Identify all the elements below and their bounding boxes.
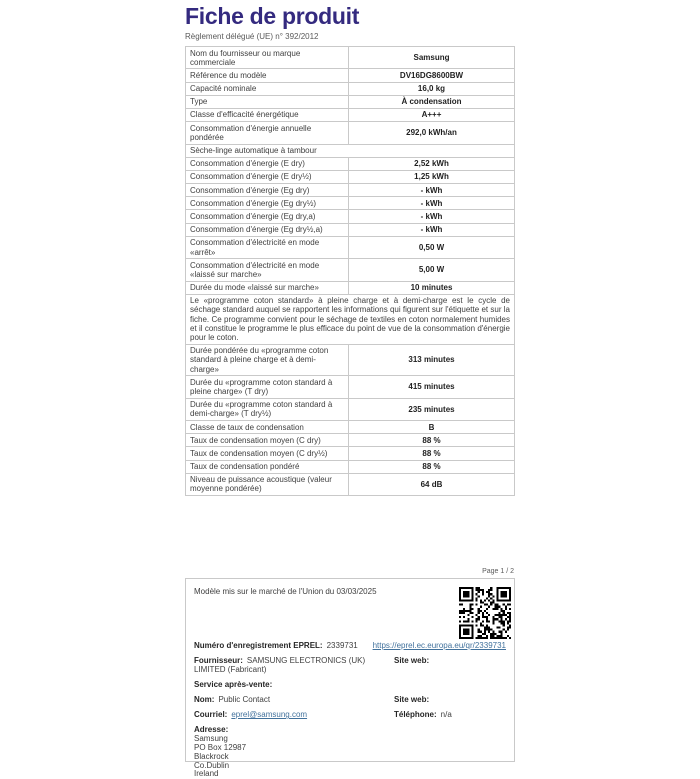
spec-value: 88 % — [349, 434, 515, 447]
spec-label: Consommation d'électricité en mode «laissé sur marche» — [186, 259, 349, 281]
contact-phone — [394, 710, 506, 719]
address-line: Ireland — [194, 769, 219, 779]
eprel-link[interactable]: https://eprel.ec.europa.eu/qr/2339731 — [372, 641, 506, 651]
spec-value: - kWh — [349, 223, 515, 236]
table-row — [186, 197, 515, 210]
regulation-subtitle: Règlement délégué (UE) n° 392/2012 — [185, 32, 319, 41]
table-row — [186, 223, 515, 236]
contact-email-row — [194, 710, 506, 719]
qr-code-icon — [459, 587, 511, 639]
spec-label: Nom du fournisseur ou marque commerciale — [186, 47, 349, 69]
spec-value: 313 minutes — [349, 344, 515, 376]
phone-value: n/a — [440, 710, 452, 720]
table-row — [186, 434, 515, 447]
address-label: Adresse: — [194, 725, 229, 735]
address-line: Blackrock — [194, 751, 229, 761]
eprel-value: 2339731 — [326, 641, 358, 651]
spec-label: Consommation d'énergie (Eg dry½,a) — [186, 223, 349, 236]
table-row — [186, 376, 515, 398]
site-web-label: Site web: — [394, 695, 430, 705]
email-label: Courriel: — [194, 710, 228, 720]
spec-label: Consommation d'énergie (E dry) — [186, 157, 349, 170]
address-line: PO Box 12987 — [194, 742, 247, 752]
spec-label: Niveau de puissance acoustique (valeur moyenne pondérée) — [186, 473, 349, 495]
spec-value: B — [349, 421, 515, 434]
market-date-line: Modèle mis sur le marché de l'Union du 03/03/2025 — [194, 587, 377, 597]
table-row — [186, 82, 515, 95]
table-row — [186, 281, 515, 294]
table-row — [186, 236, 515, 258]
spec-label: Consommation d'énergie (E dry½) — [186, 170, 349, 183]
table-row — [186, 157, 515, 170]
section-label: Sèche-linge automatique à tambour — [186, 144, 515, 157]
table-row — [186, 210, 515, 223]
spec-table — [185, 46, 515, 496]
spec-label: Taux de condensation moyen (C dry½) — [186, 447, 349, 460]
spec-label: Type — [186, 95, 349, 108]
spec-value: 88 % — [349, 460, 515, 473]
spec-label: Durée du «programme coton standard à pleine charge» (T dry) — [186, 376, 349, 398]
address-line: Co.Dublin — [194, 760, 230, 770]
name-value: Public Contact — [218, 695, 271, 705]
supplier-info-box — [185, 578, 515, 779]
spec-label: Durée du «programme coton standard à demi-charge» (T dry½) — [186, 398, 349, 420]
table-row — [186, 122, 515, 144]
spec-label: Capacité nominale — [186, 82, 349, 95]
spec-label: Durée pondérée du «programme coton standard à pleine charge et à demi-charge» — [186, 344, 349, 376]
table-row — [186, 398, 515, 420]
table-row — [186, 170, 515, 183]
spec-value: Samsung — [349, 47, 515, 69]
spec-value: A+++ — [349, 108, 515, 121]
table-row — [186, 47, 515, 69]
supplier-row — [194, 656, 506, 674]
table-row — [186, 294, 515, 344]
spec-label: Classe d'efficacité énergétique — [186, 108, 349, 121]
spec-label: Consommation d'énergie (Eg dry½) — [186, 197, 349, 210]
page-title: Fiche de produit — [185, 3, 360, 29]
program-note-text: Le «programme coton standard» à pleine charge et à demi-charge est le cycle de séchage standard auquel se rapportent les informations qui figurent sur l'étiquette et sur la fiche. Ce programme convient pour le séchage de textiles en coton normalement humides et il constitue le programme le plus efficace du point de vue de la consommation d'énergie pour le coton. — [186, 294, 515, 344]
table-row — [186, 95, 515, 108]
email-link[interactable]: eprel@samsung.com — [231, 710, 308, 720]
table-row — [186, 421, 515, 434]
spec-value: - kWh — [349, 184, 515, 197]
supplier-value: SAMSUNG ELECTRONICS (UK) LIMITED (Fabricant) — [194, 656, 366, 675]
spec-value: - kWh — [349, 210, 515, 223]
table-row — [186, 473, 515, 495]
table-row — [186, 144, 515, 157]
spec-value: 64 dB — [349, 473, 515, 495]
spec-value: 2,52 kWh — [349, 157, 515, 170]
phone-label: Téléphone: — [394, 710, 437, 720]
address-line: Samsung — [194, 734, 228, 744]
contact-name — [194, 695, 394, 704]
after-sales-label: Service après-vente: — [194, 680, 273, 690]
eprel-label: Numéro d'enregistrement EPREL: — [194, 641, 323, 651]
table-row — [186, 460, 515, 473]
spec-label: Consommation d'électricité en mode «arrêt» — [186, 236, 349, 258]
page-indicator: Page 1 / 2 — [482, 568, 514, 576]
spec-label: Référence du modèle — [186, 69, 349, 82]
spec-value: À condensation — [349, 95, 515, 108]
spec-label: Taux de condensation pondéré — [186, 460, 349, 473]
table-row — [186, 447, 515, 460]
supplier-info — [194, 656, 394, 674]
spec-label: Durée du mode «laissé sur marche» — [186, 281, 349, 294]
spec-label: Consommation d'énergie annuelle pondérée — [186, 122, 349, 144]
contact-email — [194, 710, 394, 719]
eprel-registration — [194, 641, 373, 650]
spec-value: 10 minutes — [349, 281, 515, 294]
spec-label: Taux de condensation moyen (C dry) — [186, 434, 349, 447]
spec-value: 235 minutes — [349, 398, 515, 420]
name-label: Nom: — [194, 695, 215, 705]
spec-label: Consommation d'énergie (Eg dry) — [186, 184, 349, 197]
spec-value: 5,00 W — [349, 259, 515, 281]
spec-label: Classe de taux de condensation — [186, 421, 349, 434]
spec-label: Consommation d'énergie (Eg dry,a) — [186, 210, 349, 223]
site-web-label: Site web: — [394, 656, 430, 666]
table-row — [186, 108, 515, 121]
spec-value: 292,0 kWh/an — [349, 122, 515, 144]
table-row — [186, 344, 515, 376]
table-row — [186, 184, 515, 197]
table-row — [186, 69, 515, 82]
spec-value: 0,50 W — [349, 236, 515, 258]
contact-name-row — [194, 695, 506, 704]
spec-value: DV16DG8600BW — [349, 69, 515, 82]
address-block — [194, 735, 506, 779]
spec-value: 16,0 kg — [349, 82, 515, 95]
product-fiche-page — [185, 0, 515, 779]
spec-value: 1,25 kWh — [349, 170, 515, 183]
eprel-row — [194, 641, 506, 650]
service-row — [194, 680, 506, 689]
spec-value: 415 minutes — [349, 376, 515, 398]
supplier-label: Fournisseur: — [194, 656, 243, 666]
spec-value: 88 % — [349, 447, 515, 460]
spec-value: - kWh — [349, 197, 515, 210]
table-row — [186, 259, 515, 281]
